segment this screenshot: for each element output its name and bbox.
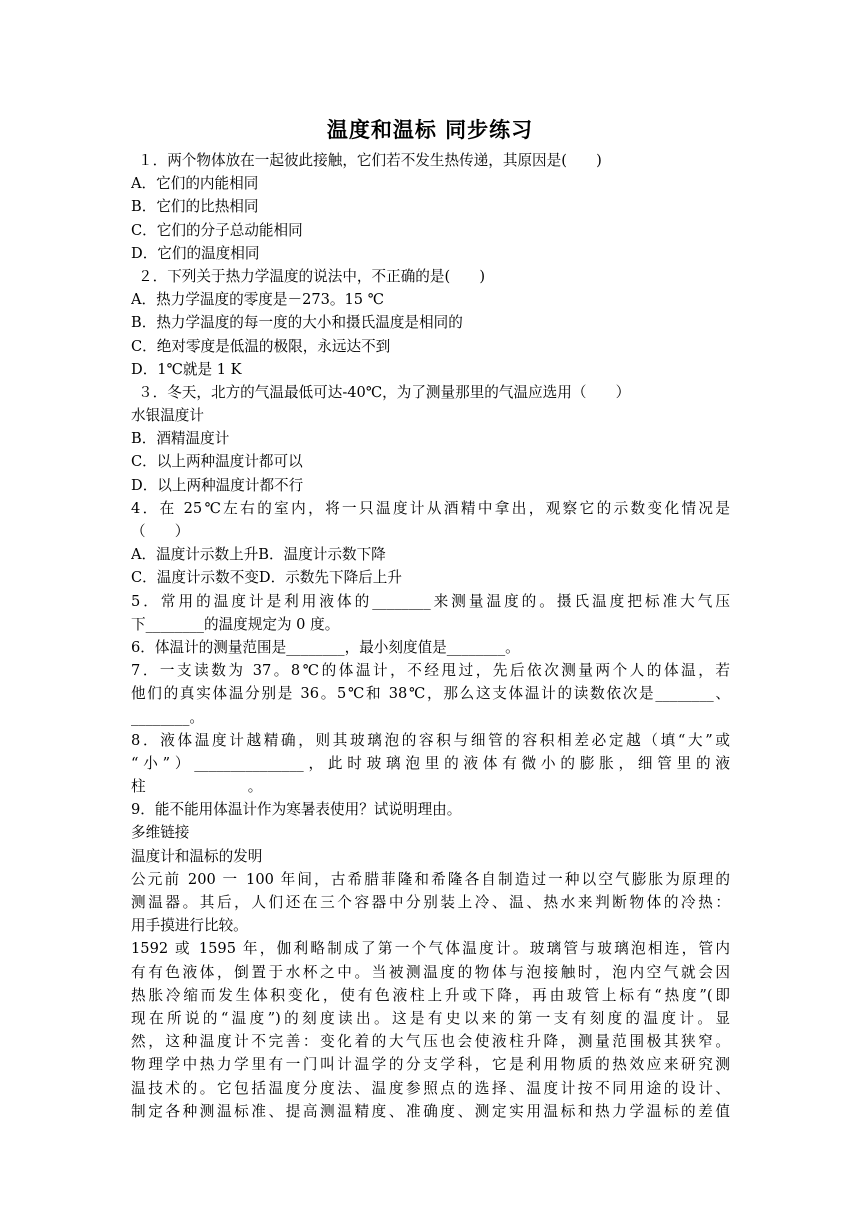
question-9: 9．能不能用体温计作为寒暑表使用？试说明理由。	[131, 801, 462, 819]
paragraph-line: 有有色液体，倒置于水杯之中。当被测温度的物体与泡接触时，泡内空气就会因	[131, 963, 730, 981]
paragraph-line: 公元前 200 一 100 年间，古希腊菲隆和希隆各自制造过一种以空气膨胀为原理的	[131, 870, 730, 888]
question-2-option-d: D．1℃就是 1 K	[131, 360, 242, 378]
question-3-stem: ３．冬天，北方的气温最低可达-40℃，为了测量那里的气温应选用（ ）	[138, 383, 631, 401]
question-2-option-b: B．热力学温度的每一度的大小和摄氏温度是相同的	[131, 314, 463, 332]
paragraph-line: 热胀冷缩而发生体积变化，使有色液柱上升或下降，再由玻管上标有“热度”(即	[131, 986, 730, 1004]
question-3-option-c: C．以上两种温度计都可以	[131, 453, 303, 471]
question-5-line-1: 5．常用的温度计是利用液体的________来测量温度的。摄氏温度把标准大气压	[131, 592, 730, 610]
section-heading: 多维链接	[131, 824, 190, 842]
question-7-line-1: 7．一支读数为 37。8℃的体温计，不经甩过，先后依次测量两个人的体温，若	[131, 662, 730, 680]
question-2-option-a: A．热力学温度的零度是－273。15 ℃	[131, 291, 385, 309]
question-2-stem: ２．下列关于热力学温度的说法中，不正确的是( )	[138, 267, 486, 285]
question-1-option-c: C．它们的分子总动能相同	[131, 221, 303, 239]
question-1-option-b: B．它们的比热相同	[131, 198, 259, 216]
question-4-options-cd: C．温度计示数不变D．示数先下降后上升	[131, 569, 402, 587]
paragraph-line: 物理学中热力学里有一门叫计温学的分支学科，它是利用物质的热效应来研究测	[131, 1056, 730, 1074]
question-1-option-d: D．它们的温度相同	[131, 244, 260, 262]
question-4-blank: （ ）	[131, 523, 190, 540]
question-2-option-c: C．绝对零度是低温的极限，永远达不到	[131, 337, 391, 355]
question-8-line-1: 8．液体温度计越精确，则其玻璃泡的容积与细管的容积相差必定越（填“大”或	[131, 731, 730, 749]
question-1-stem: １．两个物体放在一起彼此接触，它们若不发生热传递，其原因是( )	[138, 152, 602, 169]
paragraph-line: 制定各种测温标准、提高测温精度、准确度、测定实用温标和热力学温标的差值	[131, 1102, 730, 1120]
question-6: 6．体温计的测量范围是________，最小刻度值是________。	[131, 638, 520, 656]
paragraph-line: 用手摸进行比较。	[131, 917, 248, 935]
question-7-line-2: 他们的真实体温分别是 36。5℃和 38℃，那么这支体温计的读数依次是________、	[131, 685, 730, 703]
paragraph-line: 测温器。其后，人们还在三个容器中分别装上冷、温、热水来判断物体的冷热：	[131, 894, 730, 911]
document-body	[131, 149, 730, 1123]
question-8-line-2: “小”）_______________，此时玻璃泡里的液体有微小的膨胀，细管里的液	[131, 754, 730, 772]
section-subheading: 温度计和温标的发明	[131, 847, 263, 865]
question-1-option-a: A．它们的内能相同	[131, 175, 259, 193]
page-title: 温度和温标 同步练习	[326, 118, 534, 142]
paragraph-line: 然，这种温度计不完善：变化着的大气压也会使液柱升降，测量范围极其狭窄。	[131, 1033, 730, 1051]
paragraph-line: 1592 或 1595 年，伽利略制成了第一个气体温度计。玻璃管与玻璃泡相连，管内	[131, 940, 730, 958]
question-5-line-2: 下________的温度规定为 0 度。	[131, 615, 340, 633]
question-7-line-3: ________。	[131, 708, 204, 726]
question-4-stem: 4．在 25℃左右的室内，将一只温度计从酒精中拿出，观察它的示数变化情况是	[131, 499, 730, 517]
question-8-line-3: 柱 。	[131, 778, 263, 796]
paragraph-line: 温技术的。它包括温度分度法、温度参照点的选择、温度计按不同用途的设计、	[131, 1079, 730, 1097]
question-3-option-d: D．以上两种温度计都不行	[131, 476, 304, 494]
paragraph-line: 现在所说的“温度”)的刻度读出。这是有史以来的第一支有刻度的温度计。显	[131, 1009, 730, 1027]
question-4-options-ab: A．温度计示数上升B．温度计示数下降	[131, 546, 386, 564]
question-3-option-b: B．酒精温度计	[131, 430, 230, 448]
question-3-option-a: 水银温度计	[131, 407, 204, 425]
